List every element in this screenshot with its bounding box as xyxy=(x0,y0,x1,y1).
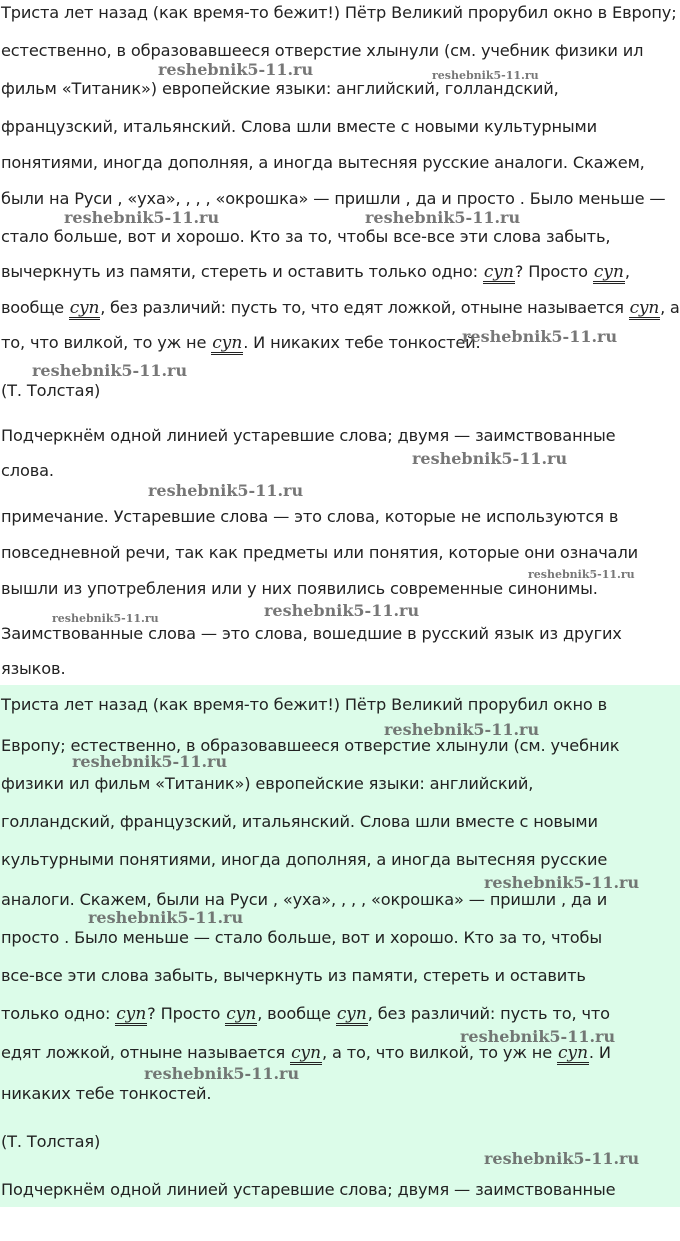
underlined-word: суп xyxy=(212,333,243,353)
watermark: reshebnik5-11.ru xyxy=(432,69,539,82)
watermark: reshebnik5-11.ru xyxy=(52,612,159,625)
watermark: reshebnik5-11.ru xyxy=(412,449,568,468)
author: (Т. Толстая) xyxy=(1,1132,101,1151)
underlined-word: суп xyxy=(69,298,100,318)
watermark: reshebnik5-11.ru xyxy=(32,361,188,380)
instruction-line: Подчеркнём одной линией устаревшие слова; двумя — заимствованные xyxy=(1,426,616,445)
author: (Т. Толстая) xyxy=(1,381,101,400)
watermark: reshebnik5-11.ru xyxy=(88,908,244,927)
watermark: reshebnik5-11.ru xyxy=(144,1064,300,1083)
watermark: reshebnik5-11.ru xyxy=(462,327,618,346)
text-line: вычеркнуть из памяти, стереть и оставить только одно: суп? Просто суп, xyxy=(1,262,630,282)
text-line: стало больше, вот и хорошо. Кто за то, чтобы все-все эти слова забыть, xyxy=(1,227,611,246)
instruction-line: Подчеркнём одной линией устаревшие слова; двумя — заимствованные xyxy=(1,1180,616,1199)
note-line: вышли из употребления или у них появились современные синонимы. xyxy=(1,579,598,598)
underlined-word: суп xyxy=(629,298,660,318)
text-line: физики ил фильм «Титаник») европейские языки: английский, xyxy=(1,774,534,793)
text-line: понятиями, иногда дополняя, а иногда вытесняя русские аналоги. Скажем, xyxy=(1,153,645,172)
watermark: reshebnik5-11.ru xyxy=(460,1027,616,1046)
text-line: Триста лет назад (как время-то бежит!) Пётр Великий прорубил окно в Европу; xyxy=(1,3,677,22)
text-line: Европу; естественно, в образовавшееся отверстие хлынули (см. учебник xyxy=(1,736,620,755)
answer-section xyxy=(0,685,680,1207)
text-line: фильм «Титаник») европейские языки: английский, голландский, xyxy=(1,79,559,98)
text-line: вообще суп, без различий: пусть то, что едят ложкой, отныне называется суп, а xyxy=(1,298,680,318)
text-line: были на Руси , «уха», , , , «окрошка» — пришли , да и просто . Было меньше — xyxy=(1,189,666,208)
text-line: только одно: суп? Просто суп, вообще суп, без различий: пусть то, что xyxy=(1,1004,610,1024)
text-line: естественно, в образовавшееся отверстие хлынули (см. учебник физики ил xyxy=(1,41,644,60)
watermark: reshebnik5-11.ru xyxy=(484,873,640,892)
text-line: культурными понятиями, иногда дополняя, а иногда вытесняя русские xyxy=(1,850,608,869)
text-line: никаких тебе тонкостей. xyxy=(1,1084,212,1103)
underlined-word: суп xyxy=(336,1004,367,1024)
watermark: reshebnik5-11.ru xyxy=(264,601,420,620)
watermark: reshebnik5-11.ru xyxy=(528,568,635,581)
note-line: примечание. Устаревшие слова — это слова, которые не используются в xyxy=(1,507,619,526)
watermark: reshebnik5-11.ru xyxy=(365,208,521,227)
text-line: аналоги. Скажем, были на Руси , «уха», , , , «окрошка» — пришли , да и xyxy=(1,890,608,909)
underlined-word: суп xyxy=(558,1043,588,1063)
text-line: голландский, французский, итальянский. Слова шли вместе с новыми xyxy=(1,812,598,831)
text-line: едят ложкой, отныне называется суп, а то, что вилкой, то уж не суп. И xyxy=(1,1043,611,1063)
underlined-word: суп xyxy=(291,1043,321,1063)
watermark: reshebnik5-11.ru xyxy=(158,60,314,79)
watermark: reshebnik5-11.ru xyxy=(484,1149,640,1168)
note-line: повседневной речи, так как предметы или понятия, которые они означали xyxy=(1,543,639,562)
watermark: reshebnik5-11.ru xyxy=(72,752,228,771)
underlined-word: суп xyxy=(226,1004,257,1024)
underlined-word: суп xyxy=(116,1004,147,1024)
watermark: reshebnik5-11.ru xyxy=(64,208,220,227)
text-line: Триста лет назад (как время-то бежит!) Пётр Великий прорубил окно в xyxy=(1,695,608,714)
underlined-word: суп xyxy=(483,262,514,282)
watermark: reshebnik5-11.ru xyxy=(148,481,304,500)
text-line: просто . Было меньше — стало больше, вот и хорошо. Кто за то, чтобы xyxy=(1,928,602,947)
underlined-word: суп xyxy=(593,262,624,282)
note-line: языков. xyxy=(1,659,66,678)
text-line: все-все эти слова забыть, вычеркнуть из памяти, стереть и оставить xyxy=(1,966,586,985)
note-line: Заимствованные слова — это слова, вошедшие в русский язык из других xyxy=(1,624,622,643)
instruction-line: слова. xyxy=(1,461,54,480)
text-line: французский, итальянский. Слова шли вместе с новыми культурными xyxy=(1,117,597,136)
text-line: то, что вилкой, то уж не суп. И никаких тебе тонкостей. xyxy=(1,333,481,353)
watermark: reshebnik5-11.ru xyxy=(384,720,540,739)
